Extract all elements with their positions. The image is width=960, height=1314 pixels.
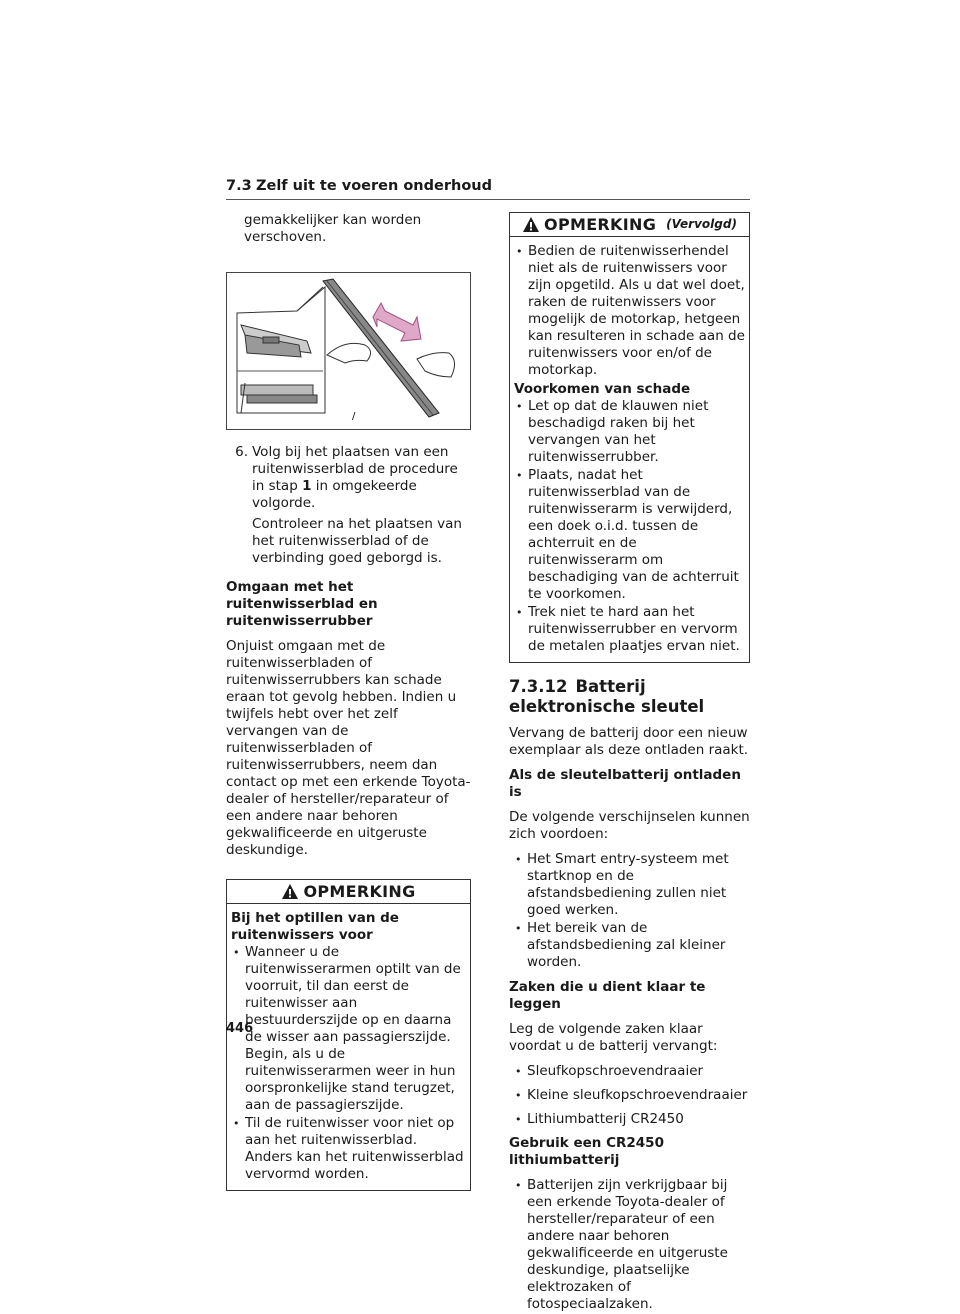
list-item: • Wanneer u de ruitenwisserarmen optilt van de voorruit, til dan eerst de ruitenwisser aan bestuurderszijde op en daarna de wisser aan passagierszijde. Begin, als u de ruitenwisserarmen weer in hun oorspronkelijke stand terugzet, aan de passagierszijde.	[231, 944, 466, 1114]
notice-box-right	[509, 212, 750, 663]
step-number: 6.	[235, 444, 248, 460]
intro-text: gemakkelijker kan worden verschoven.	[244, 212, 422, 245]
list-item: • Trek niet te hard aan het ruitenwisserrubber en vervorm de metalen plaatjes ervan niet.	[514, 604, 745, 655]
list-item: • Lithiumbatterij CR2450	[513, 1111, 750, 1128]
right-column	[509, 212, 750, 1314]
subheading-wiper-rubber: Omgaan met het ruitenwisserblad en ruitenwisserrubber	[226, 579, 378, 629]
subheading-tools: Zaken die u dient klaar te leggen	[509, 979, 706, 1012]
list-item: • Batterijen zijn verkrijgbaar bij een erkende Toyota-dealer of hersteller/reparateur of een andere naar behoren gekwalificeerde en uitgeruste deskundige, plaatselijke elektrozaken of fotospeciaalzaken.	[513, 1177, 750, 1313]
page-number: 446	[226, 1021, 254, 1036]
section-title	[509, 677, 750, 717]
notice-subheading: Bij het optillen van de ruitenwissers voor	[231, 910, 399, 943]
list-item: • Sleufkopschroevendraaier	[513, 1063, 750, 1080]
list-item: • Let op dat de klauwen niet beschadigd raken bij het vervangen van het ruitenwisserrubber.	[514, 398, 745, 466]
list-item: • Het Smart entry-systeem met startknop en de afstandsbediening zullen niet goed werken.	[513, 851, 750, 919]
wiper-blade-drawing	[227, 273, 470, 429]
notice-subheading: Voorkomen van schade	[514, 381, 691, 397]
section-header-number: 7.3	[226, 178, 252, 194]
notice-title-left	[227, 880, 470, 904]
step-text-a: Volg bij het plaatsen van een ruitenwisserblad de procedure in stap	[252, 444, 458, 494]
notice-box-left	[226, 879, 471, 1191]
notice-title-text: OPMERKING	[544, 215, 657, 234]
step-text-2: Controleer na het plaatsen van het ruitenwisserblad of de verbinding goed geborgd is.	[252, 516, 462, 566]
notice-list-a	[514, 243, 745, 379]
notice-title-right	[510, 213, 749, 237]
list-item: • Kleine sleufkopschroevendraaier	[513, 1087, 750, 1104]
section-header-title: Zelf uit te voeren onderhoud	[255, 178, 492, 194]
left-column	[226, 212, 471, 1191]
section-intro: Vervang de batterij door een nieuw exemplaar als deze ontladen raakt.	[509, 725, 749, 758]
notice-continued-label: (Vervolgd)	[666, 217, 737, 231]
notice-list-b	[514, 398, 745, 655]
notice-title-text: OPMERKING	[303, 882, 416, 901]
battery-list	[509, 1177, 750, 1313]
step-text-b: in omgekeerde volgorde.	[252, 478, 417, 511]
list-item: • Til de ruitenwisser voor niet op aan het ruitenwisserblad. Anders kan het ruitenwisserblad vervormd worden.	[231, 1115, 466, 1183]
section-number: 7.3.12	[509, 677, 568, 696]
step-ref: 1	[302, 478, 312, 494]
section-title-text: Batterij elektronische sleutel	[509, 677, 705, 716]
notice-list-left	[231, 944, 466, 1183]
figure-label: /	[352, 411, 356, 422]
paragraph-wiper-rubber: Onjuist omgaan met de ruitenwisserbladen of ruitenwisserrubbers kan schade eraan tot gevolg hebben. Indien u twijfels hebt over het zelf vervangen van de ruitenwisserbladen of ruitenwisserrubbers, neem dan contact op met een erkende Toyota-dealer of hersteller/reparateur of een andere naar behoren gekwalificeerde en uitgeruste deskundige.	[226, 638, 471, 858]
symptoms-list	[509, 851, 750, 971]
tools-list	[509, 1063, 750, 1128]
warning-icon	[522, 216, 540, 233]
paragraph-tools: Leg de volgende zaken klaar voordat u de batterij vervangt:	[509, 1021, 718, 1054]
warning-icon	[281, 883, 299, 900]
step-6	[226, 444, 471, 575]
list-item: • Plaats, nadat het ruitenwisserblad van de ruitenwisserarm is verwijderd, een doek o.i.d. tussen de achterruit en de ruitenwisserarm om beschadiging van de achterruit te voorkomen.	[514, 467, 745, 603]
section-header	[226, 178, 750, 200]
subheading-battery-type: Gebruik een CR2450 lithiumbatterij	[509, 1135, 664, 1168]
step-text	[252, 444, 471, 512]
subheading-battery-empty: Als de sleutelbatterij ontladen is	[509, 767, 741, 800]
wiper-illustration	[226, 272, 471, 430]
list-item: • Het bereik van de afstandsbediening zal kleiner worden.	[513, 920, 750, 971]
list-item: • Bedien de ruitenwisserhendel niet als de ruitenwissers voor zijn opgetild. Als u dat wel doet, raken de ruitenwissers voor mogelijk de motorkap, hetgeen kan resulteren in schade aan de ruitenwissers voor en/of de motorkap.	[514, 243, 745, 379]
paragraph-symptoms: De volgende verschijnselen kunnen zich voordoen:	[509, 809, 750, 842]
